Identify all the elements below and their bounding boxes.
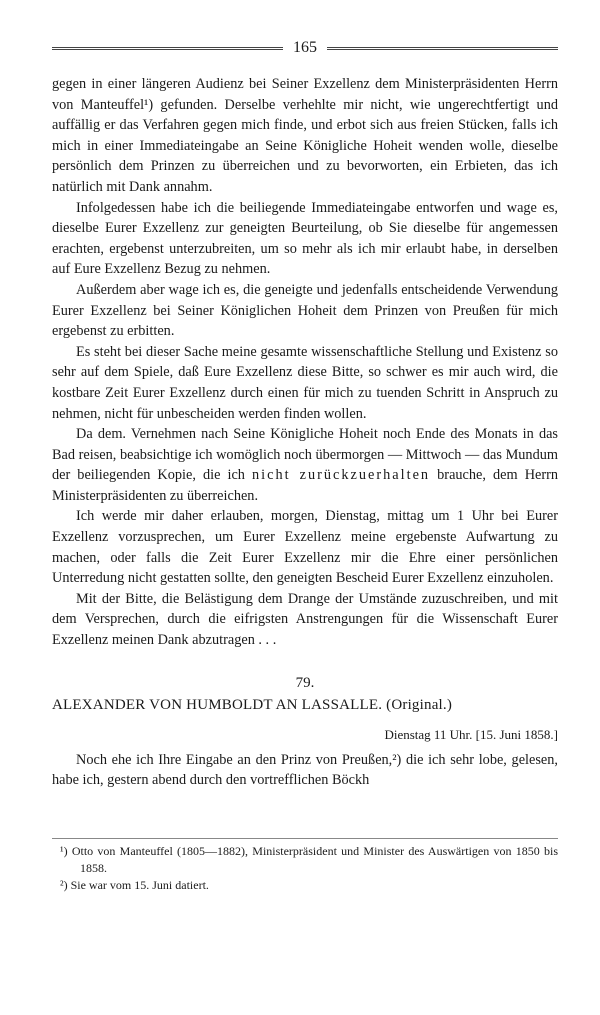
paragraph: Ich werde mir daher erlauben, morgen, Dienstag, mittag um 1 Uhr bei Eurer Exzellenz vorzusprechen, um Eurer Exzellenz meine ergebenste Aufwartung zu machen, oder falls die Zeit Eurer Exzellenz mir die Ehre einer persönlichen Unterredung nicht gestatten sollte, den geneigten Bescheid Eurer Exzellenz einzuholen.: [52, 508, 558, 587]
letter-title: ALEXANDER VON HUMBOLDT AN LASSALLE. (Original.): [52, 696, 453, 713]
main-text: [52, 74, 558, 791]
emphasized-text: nicht zurückzuerhalten: [252, 467, 431, 484]
paragraph-text: brauche, dem Herrn Ministerpräsidenten zu überreichen.: [52, 467, 559, 504]
page-number: 165: [293, 39, 317, 56]
paragraph: [52, 424, 558, 506]
footnotes: [52, 838, 558, 894]
paragraph: Infolgedessen habe ich die beiliegende Immediateingabe entworfen und wage es, dieselbe Eurer Exzellenz zur geneigten Beurteilung, ob Sie dieselbe für angemessen erachten, ergebenst unterzubreiten, um so mehr als ich mir erlaubt habe, in derselben auf Eure Exzellenz Bezug zu nehmen.: [52, 199, 558, 278]
page-header: [52, 38, 558, 58]
footnote: ²) Sie war vom 15. Juni datiert.: [60, 878, 209, 892]
letter-number: 79.: [295, 674, 315, 691]
footnote: ¹) Otto von Manteuffel (1805—1882), Ministerpräsident und Minister des Auswärtigen von 1850 bis 1858.: [60, 844, 558, 875]
paragraph: Außerdem aber wage ich es, die geneigte und jedenfalls entscheidende Verwendung Eurer Exzellenz bei Seiner Königlichen Hoheit dem Prinzen von Preußen für mich ergebenst zu erbitten.: [52, 281, 558, 340]
dateline: Dienstag 11 Uhr. [15. Juni 1858.]: [384, 727, 558, 743]
paragraph: Es steht bei dieser Sache meine gesamte wissenschaftliche Stellung und Existenz so sehr auf dem Spiele, daß Eure Exzellenz diese Bitte, so schwer es mir auch wird, die kostbare Zeit Eurer Exzellenz durch einen für mich zu tuenden Schritt in Anspruch zu nehmen, nicht für unbescheiden werden finden wollen.: [52, 343, 558, 422]
header-rule-right: [327, 47, 558, 50]
header-rule-left: [52, 47, 283, 50]
paragraph-text: Da dem. Vernehmen nach Seine Königliche Hoheit noch Ende des Monats in das Bad reisen, beabsichtige ich womöglich noch übermorgen — Mittwoch — das Mundum der beiliegenden Kopie, die ich: [52, 426, 558, 484]
paragraph: Noch ehe ich Ihre Eingabe an den Prinz von Preußen,²) die ich sehr lobe, gelesen, habe ich, gestern abend durch den vortrefflichen Böckh: [52, 751, 558, 789]
paragraph: Mit der Bitte, die Belästigung dem Drange der Umstände zuzuschreiben, und mit dem Versprechen, durch die eifrigsten Anstrengungen für die Wissenschaft Eurer Exzellenz meinen Dank abzutragen . . .: [52, 590, 558, 649]
paragraph: gegen in einer längeren Audienz bei Seiner Exzellenz dem Ministerpräsidenten Herrn von Manteuffel¹) gefunden. Derselbe verhehlte mir nicht, wie ungerechtfertigt und auffällig er das Verfahren gegen mich finde, und erbot sich aus freien Stücken, falls ich mich in einer Immediateingabe an Seine Königliche Hoheit wenden wolle, dieselbe persönlich dem Prinzen zu überreichen und zu bevorworten, ein Erbieten, das ich natürlich mit Dank annahm.: [52, 76, 558, 195]
